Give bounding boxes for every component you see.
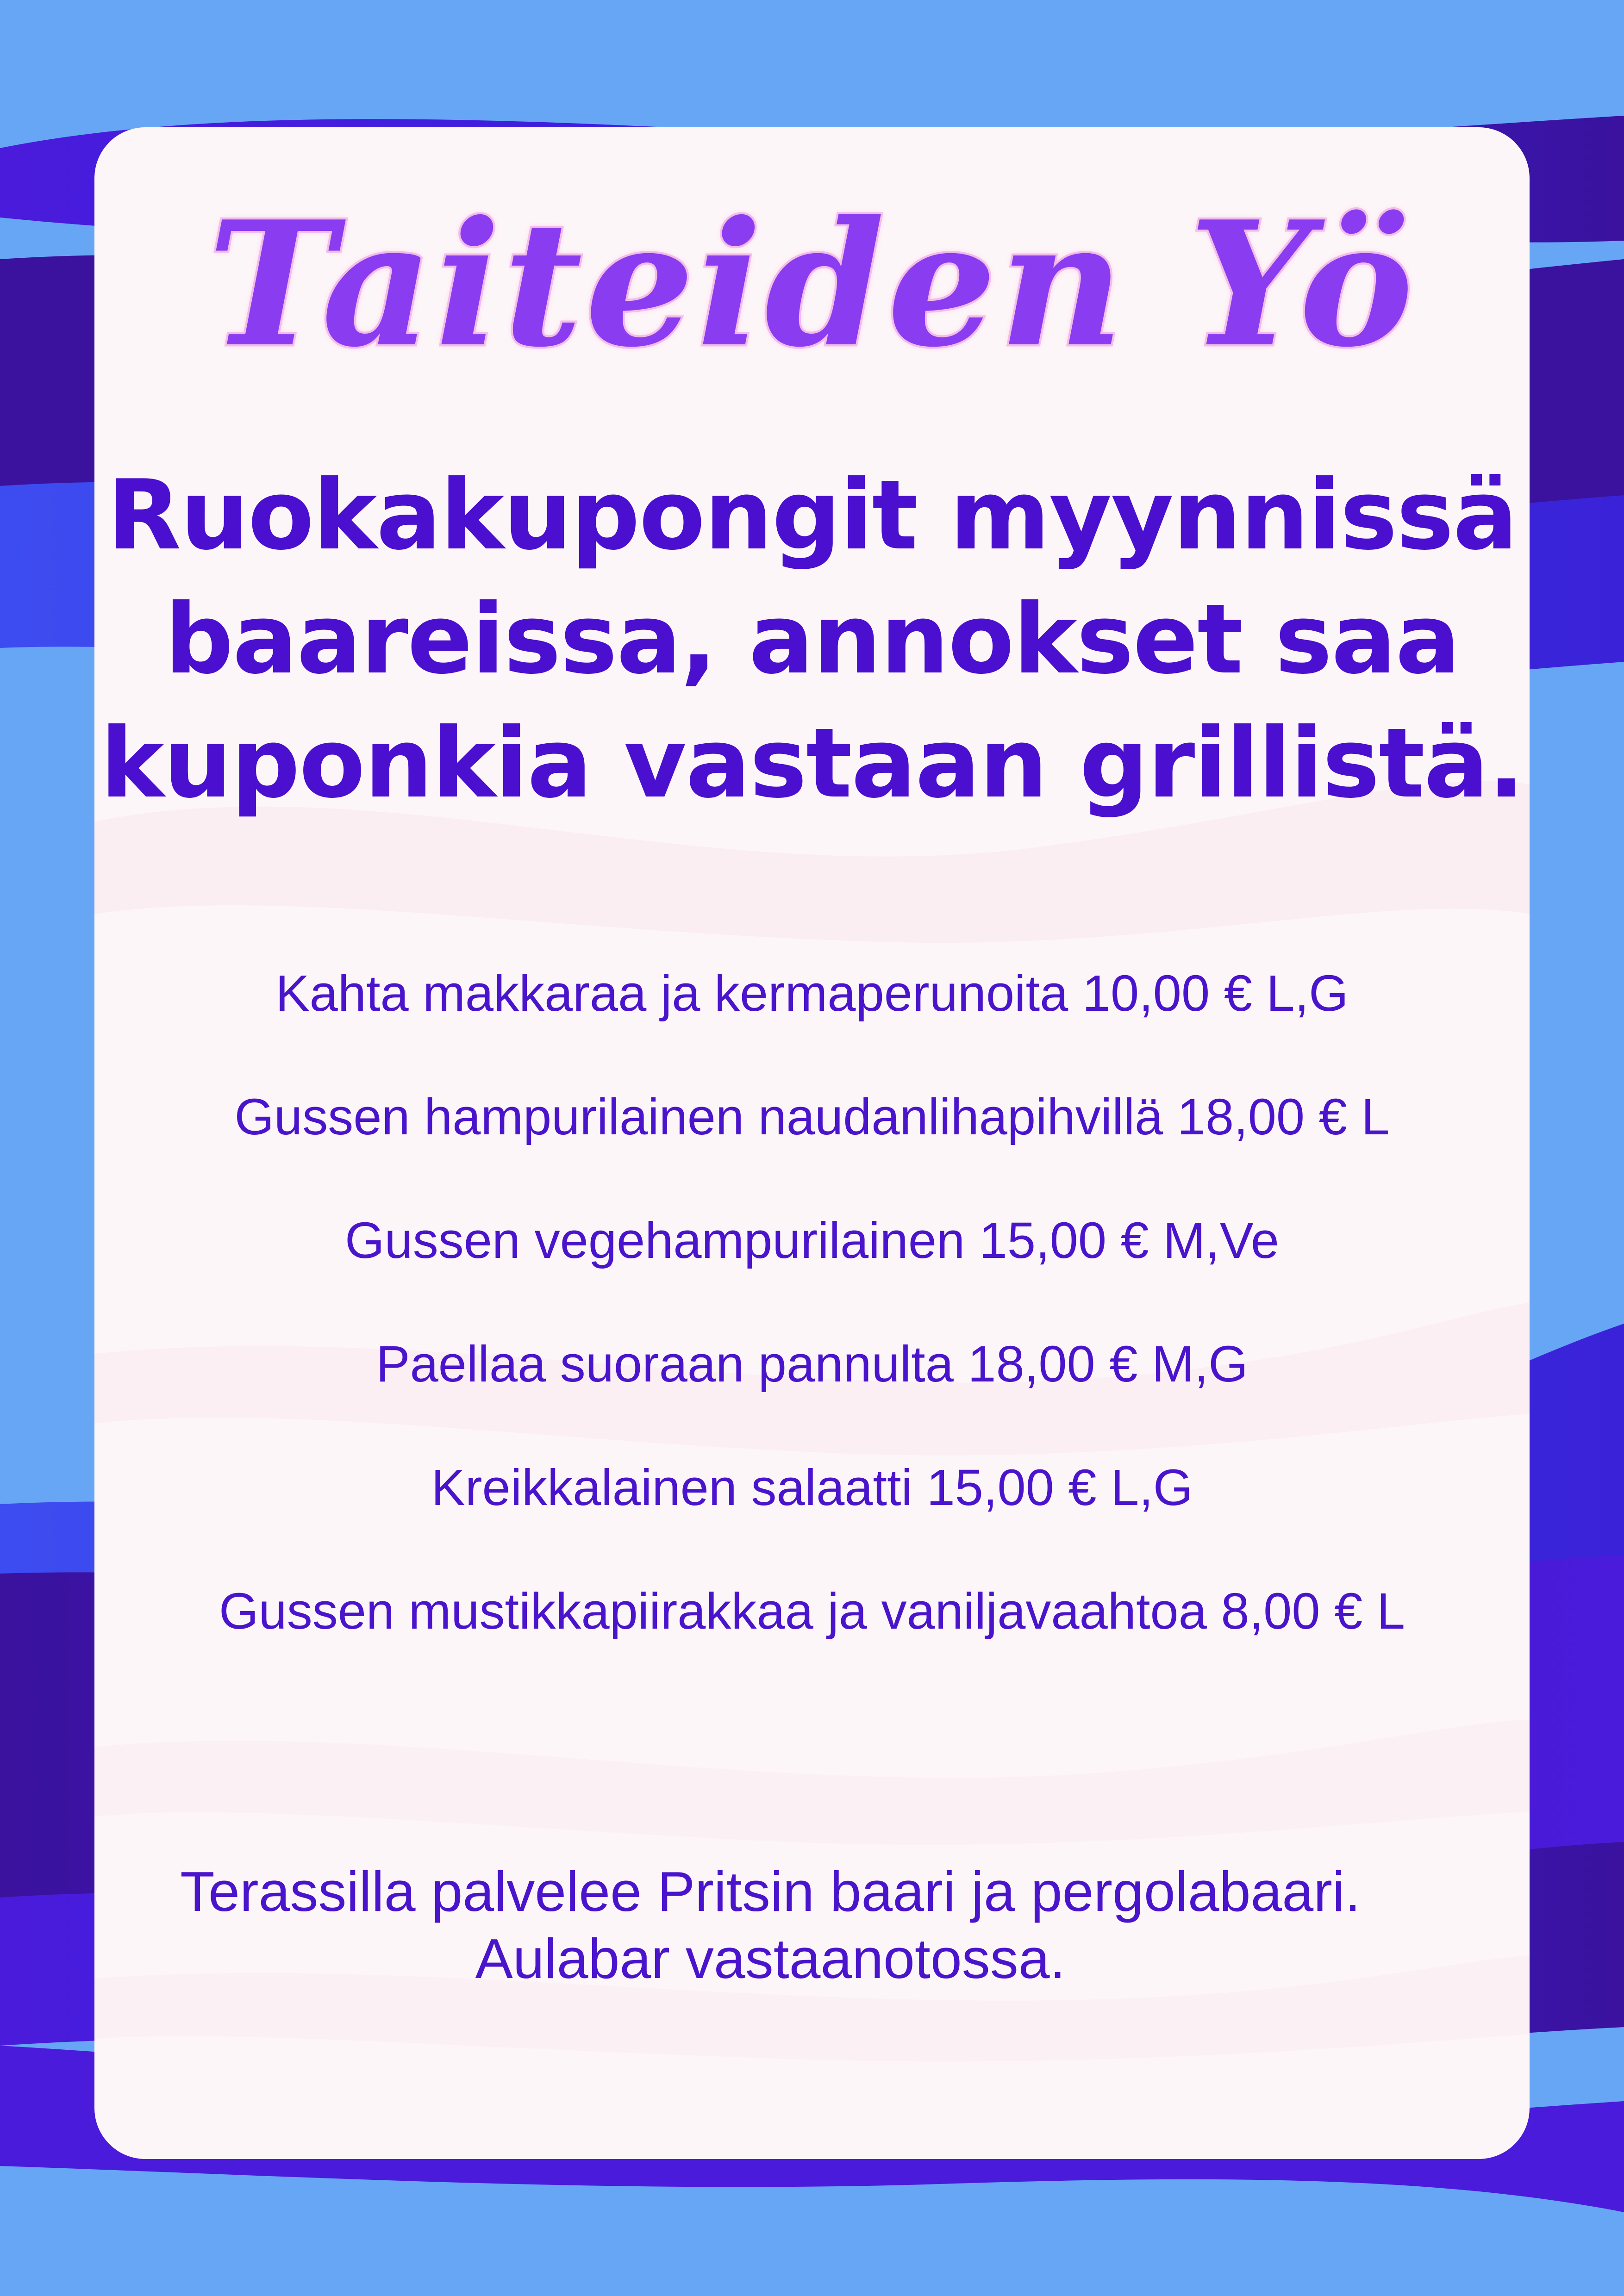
headline xyxy=(94,454,1530,826)
footer-note xyxy=(157,1858,1384,1992)
menu-item: Gussen vegehampurilainen 15,00 € M,Ve xyxy=(345,1212,1279,1269)
headline-line: baareissa, annokset saa xyxy=(164,584,1460,696)
headline-line: kuponkia vastaan grillistä. xyxy=(100,708,1524,820)
poster-card xyxy=(94,127,1530,2159)
poster-title: Taiteiden Yö xyxy=(208,184,1416,385)
menu-item: Gussen hampurilainen naudanlihapihvillä 18,00 € L xyxy=(234,1089,1390,1145)
footer-line: Terassilla palvelee Pritsin baari ja pergolabaari. xyxy=(180,1860,1361,1923)
menu-item: Gussen mustikkapiirakkaa ja vaniljavaahtoa 8,00 € L xyxy=(219,1583,1405,1640)
footer-line: Aulabar vastaanotossa. xyxy=(475,1927,1066,1990)
menu-item: Paellaa suoraan pannulta 18,00 € M,G xyxy=(376,1336,1248,1393)
menu-item: Kahta makkaraa ja kermaperunoita 10,00 € L,G xyxy=(275,965,1349,1022)
menu-item: Kreikkalainen salaatti 15,00 € L,G xyxy=(431,1459,1193,1516)
menu-list xyxy=(94,932,1530,1673)
headline-line: Ruokakupongit myynnissä xyxy=(107,460,1517,572)
